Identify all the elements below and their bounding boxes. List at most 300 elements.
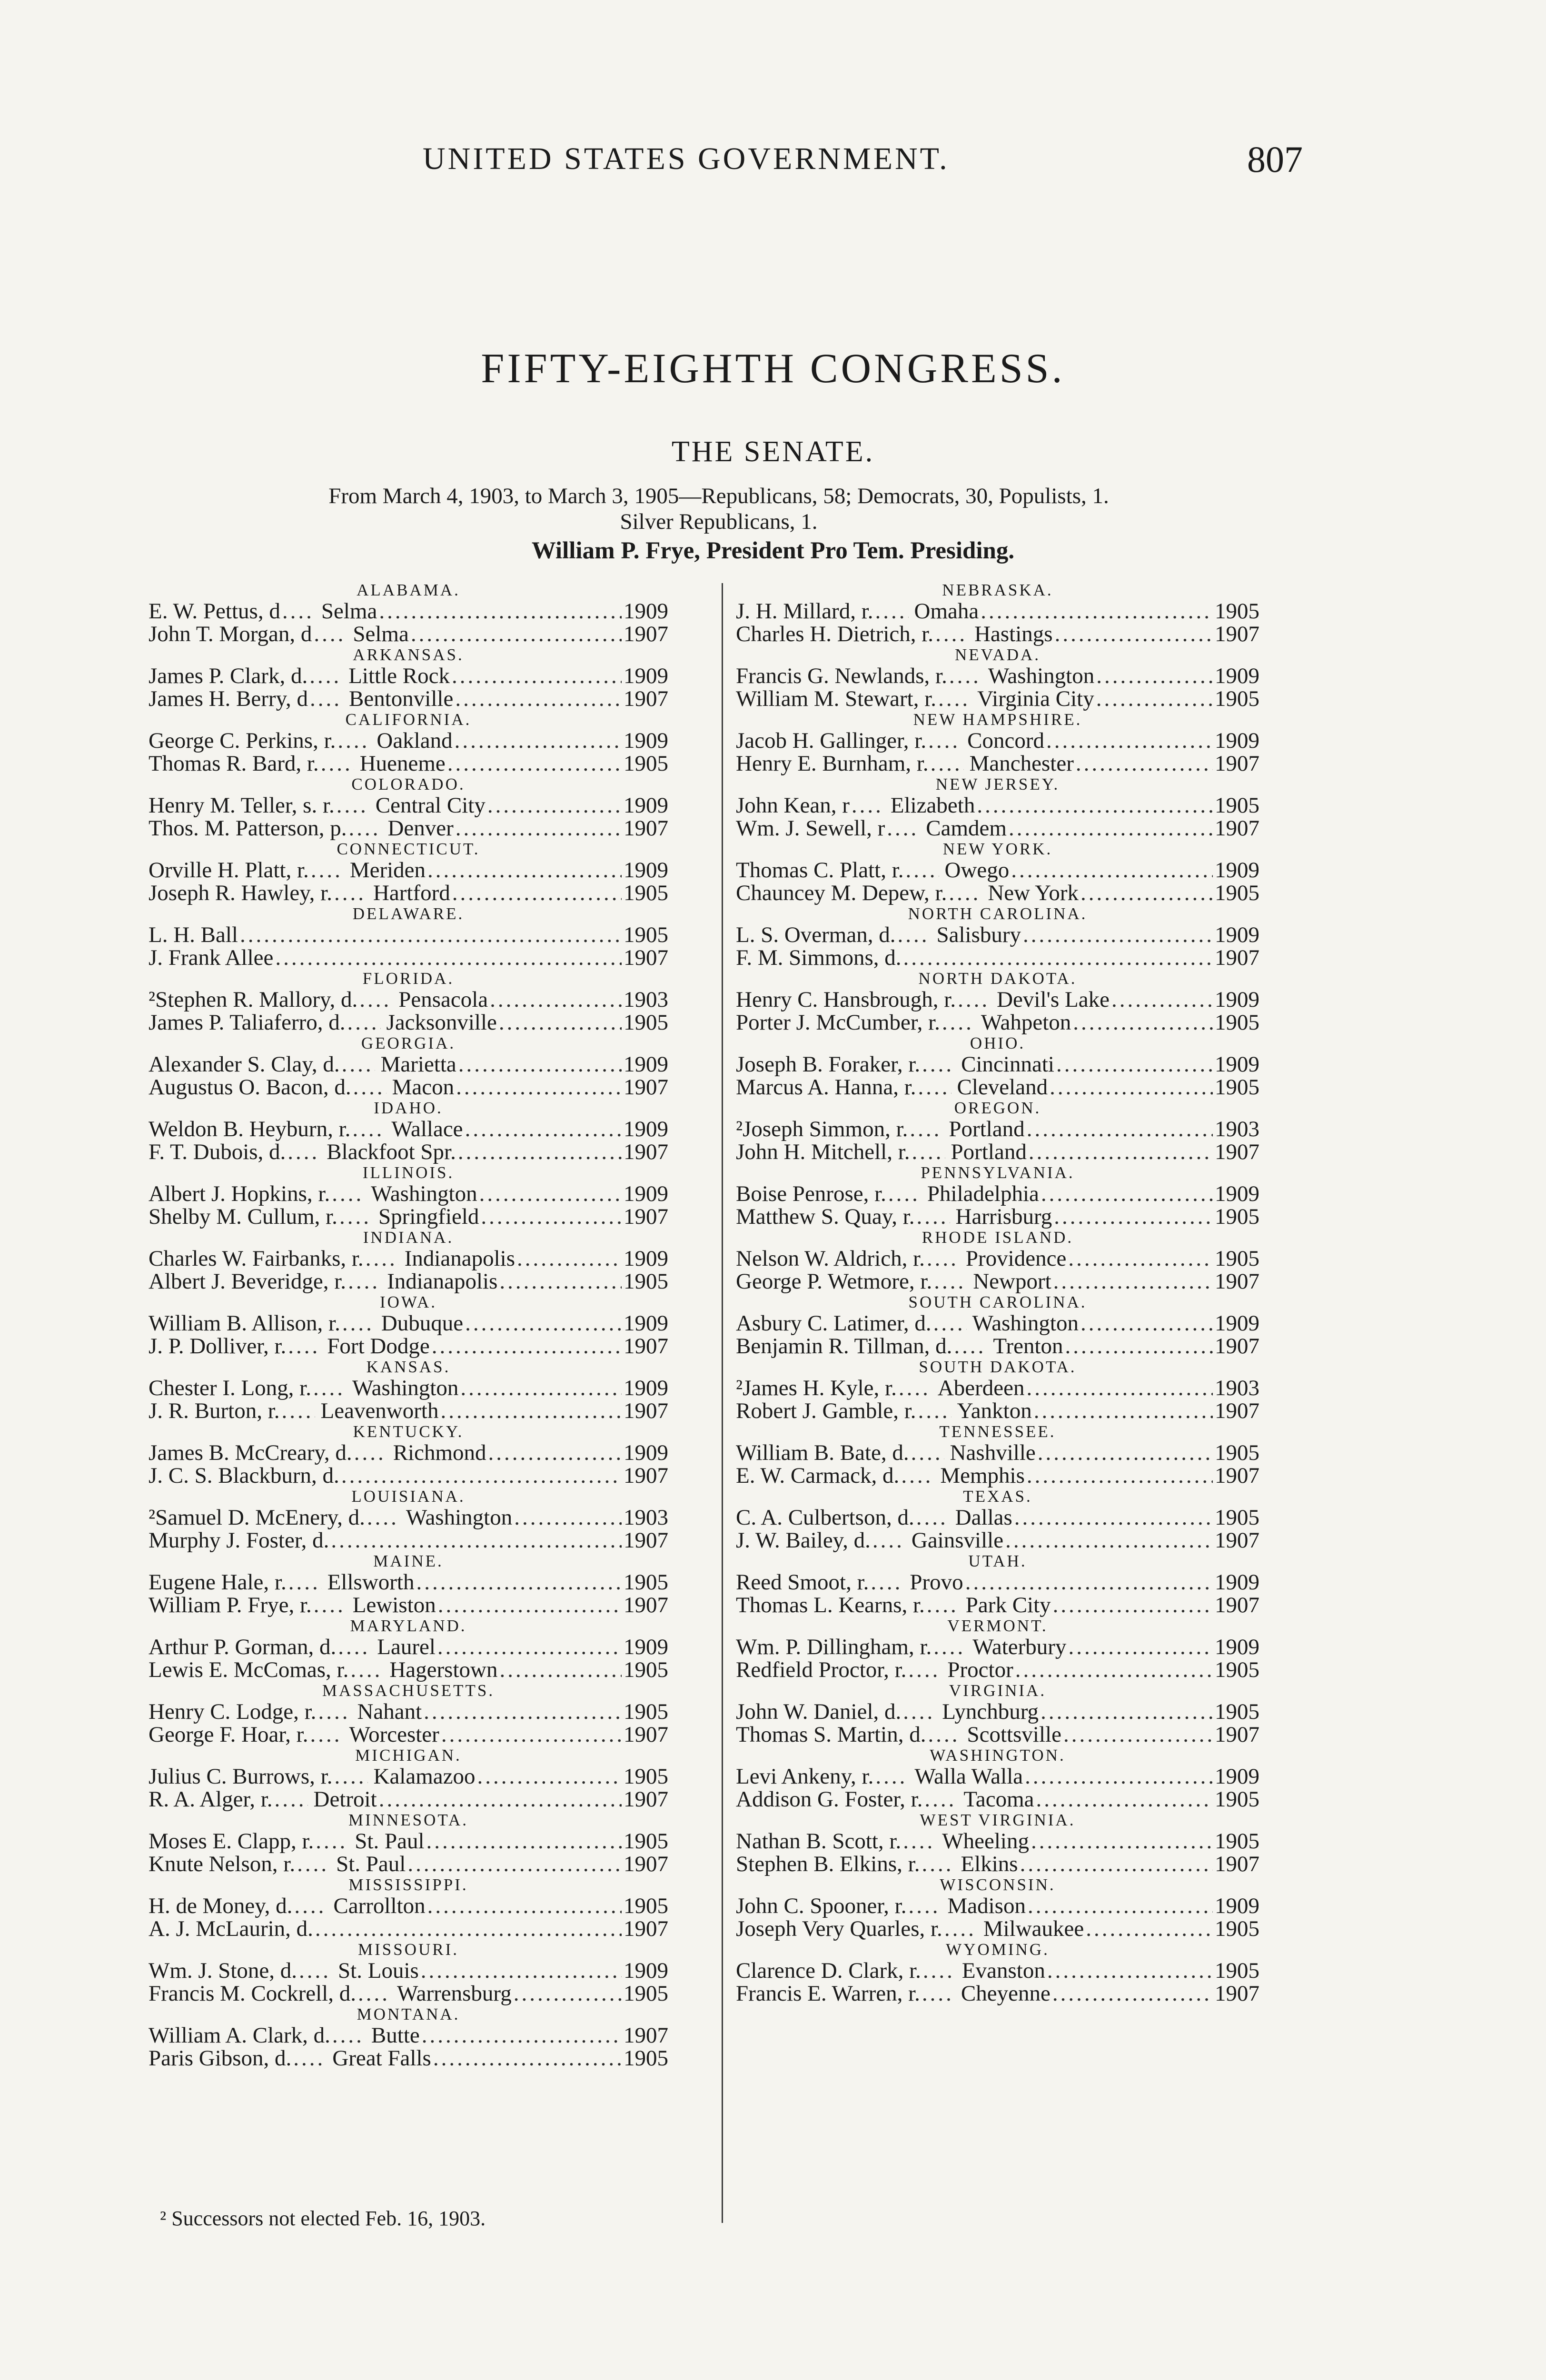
leader-dots [942, 1011, 975, 1034]
senator-row [736, 1205, 1259, 1228]
leader-dots [1052, 1982, 1213, 2005]
senator-row [736, 1506, 1259, 1529]
term-expires: 1909 [624, 1181, 668, 1206]
leader-dots [901, 1464, 934, 1487]
senator-row [736, 1658, 1259, 1681]
senator-name: Joseph B. Foraker, r. [736, 1052, 921, 1077]
leader-dots [1080, 1312, 1213, 1335]
senator-row [149, 752, 668, 775]
senator-residence: Aberdeen [937, 1376, 1025, 1400]
term-expires: 1907 [1215, 1852, 1259, 1876]
leader-dots [1041, 1700, 1213, 1723]
senator-residence: Provo [910, 1570, 963, 1595]
term-expires: 1907 [1215, 751, 1259, 776]
column-divider [722, 583, 723, 2223]
state-heading: IDAHO. [374, 1099, 443, 1117]
state-heading: NEW HAMPSHIRE. [913, 710, 1082, 729]
term-expires: 1907 [624, 1852, 668, 1876]
leader-dots [903, 946, 1213, 969]
senator-residence: Macon [392, 1075, 455, 1100]
senator-row [149, 1118, 668, 1140]
senator-name: Stephen B. Elkins, r. [736, 1852, 920, 1876]
senator-residence: Tacoma [963, 1787, 1034, 1812]
senator-residence: Dallas [955, 1505, 1012, 1530]
senator-row [149, 623, 668, 645]
leader-dots [441, 1723, 622, 1746]
senator-row [149, 988, 668, 1011]
senator-residence: Newport [973, 1269, 1051, 1294]
term-expires: 1905 [1215, 1246, 1259, 1271]
senator-residence: Butte [371, 2023, 420, 2048]
term-expires: 1907 [624, 686, 668, 711]
senator-residence: Nashville [950, 1440, 1036, 1465]
leader-dots [458, 1140, 622, 1163]
senator-name: J. P. Dolliver, r. [149, 1334, 287, 1359]
leader-dots [1111, 988, 1213, 1011]
term-expires: 1905 [624, 1570, 668, 1595]
senator-name: Reed Smoot, r. [736, 1570, 869, 1595]
intro-text [143, 483, 1295, 535]
senator-row [736, 1765, 1259, 1788]
leader-dots [477, 1765, 622, 1788]
leader-dots [433, 2047, 622, 2070]
senator-row [149, 859, 668, 882]
senator-name: Chauncey M. Depew, r. [736, 881, 947, 905]
leader-dots [1096, 664, 1213, 687]
leader-dots [339, 1205, 373, 1228]
leader-dots [315, 1917, 622, 1940]
leader-dots [923, 1959, 956, 1982]
term-expires: 1907 [1215, 622, 1259, 646]
leader-dots [928, 729, 961, 752]
leader-dots [1027, 1118, 1213, 1140]
senator-residence: St. Paul [355, 1829, 425, 1854]
senator-residence: Marietta [380, 1052, 456, 1077]
leader-dots [871, 1571, 904, 1594]
leader-dots [311, 859, 344, 882]
term-expires: 1909 [624, 1052, 668, 1077]
state-heading: ILLINOIS. [362, 1163, 455, 1182]
leader-dots [479, 1182, 622, 1205]
term-expires: 1907 [1215, 1463, 1259, 1488]
senator-residence: Hueneme [359, 751, 446, 776]
senator-row [149, 1441, 668, 1464]
leader-dots [318, 1700, 351, 1723]
senator-residence: Scottsville [967, 1722, 1061, 1747]
term-expires: 1905 [624, 881, 668, 905]
leader-dots [452, 664, 622, 687]
senator-row [736, 1399, 1259, 1422]
leader-dots [314, 623, 347, 645]
running-head: UNITED STATES GOVERNMENT. [423, 141, 950, 176]
senator-name: William A. Clark, d. [149, 2023, 330, 2048]
senator-row [149, 1377, 668, 1399]
senator-name: Boise Penrose, r. [736, 1181, 886, 1206]
senator-row [736, 1011, 1259, 1034]
senator-name: F. T. Dubois, d. [149, 1140, 286, 1164]
senator-residence: Elkins [961, 1852, 1018, 1876]
leader-dots [353, 1076, 386, 1099]
senator-row [736, 794, 1259, 817]
term-expires: 1907 [624, 1463, 668, 1488]
term-expires: 1909 [624, 664, 668, 688]
state-heading: KANSAS. [366, 1358, 451, 1376]
leader-dots [275, 946, 622, 969]
term-expires: 1907 [624, 1593, 668, 1617]
senator-row [149, 1700, 668, 1723]
leader-dots [1005, 1529, 1213, 1552]
state-heading: MISSISSIPPI. [348, 1875, 468, 1894]
senator-name: E. W. Carmack, d. [736, 1463, 900, 1488]
leader-dots [334, 882, 367, 904]
senator-row [149, 664, 668, 687]
state-heading: TENNESSEE. [939, 1422, 1056, 1441]
senator-row [149, 1506, 668, 1529]
leader-dots [337, 729, 371, 752]
footnote: ² Successors not elected Feb. 16, 1903. [160, 2207, 486, 2230]
senator-name: Albert J. Beveridge, r. [149, 1269, 347, 1294]
senator-row [149, 1658, 668, 1681]
senator-row [149, 1076, 668, 1099]
senator-name: Wm. J. Stone, d. [149, 1958, 297, 1983]
leader-dots [352, 1118, 386, 1140]
senator-row [736, 1853, 1259, 1875]
leader-dots [310, 1723, 343, 1746]
leader-dots [1065, 1335, 1213, 1358]
presiding-officer: William P. Frye, President Pro Tem. Presiding. [531, 537, 1015, 564]
senator-row [736, 1377, 1259, 1399]
senator-row [736, 923, 1259, 946]
senator-name: Shelby M. Cullum, r. [149, 1204, 337, 1229]
leader-dots [1023, 923, 1213, 946]
senator-row [149, 794, 668, 817]
term-expires: 1909 [1215, 728, 1259, 753]
term-expires: 1909 [624, 728, 668, 753]
senator-row [736, 1182, 1259, 1205]
leader-dots [1055, 623, 1213, 645]
senator-name: James B. McCreary, d. [149, 1440, 352, 1465]
senator-residence: Waterbury [972, 1635, 1067, 1659]
leader-dots [447, 752, 622, 775]
leader-dots [965, 1571, 1213, 1594]
leader-dots [514, 1982, 622, 2005]
term-expires: 1905 [624, 1699, 668, 1724]
senator-residence: Virginia City [977, 686, 1094, 711]
leader-dots [981, 600, 1213, 623]
leader-dots [313, 1377, 347, 1399]
senator-residence: Warrensburg [397, 1981, 512, 2006]
leader-dots [499, 1011, 622, 1034]
leader-dots [379, 600, 622, 623]
term-expires: 1905 [624, 2046, 668, 2071]
senator-name: Addison G. Foster, r. [736, 1787, 923, 1812]
senator-residence: Gainsville [911, 1528, 1004, 1553]
senator-row [736, 664, 1259, 687]
senator-residence: Portland [951, 1140, 1027, 1164]
senator-residence: Pensacola [398, 987, 488, 1012]
senator-residence: Milwaukee [983, 1916, 1084, 1941]
leader-dots [455, 729, 622, 752]
state-heading: WASHINGTON. [930, 1746, 1066, 1765]
leader-dots [949, 882, 982, 904]
senator-row [736, 1270, 1259, 1293]
senator-residence: Kalamazoo [373, 1764, 476, 1789]
term-expires: 1905 [624, 922, 668, 947]
senator-name: J. C. S. Blackburn, d. [149, 1463, 339, 1488]
term-expires: 1909 [1215, 1764, 1259, 1789]
term-expires: 1905 [1215, 1075, 1259, 1100]
senator-row [149, 882, 668, 904]
senator-row [149, 1594, 668, 1616]
leader-dots [1054, 1205, 1213, 1228]
senator-residence: Jacksonville [386, 1010, 497, 1035]
senator-row [736, 1076, 1259, 1099]
senator-name: L. H. Ball [149, 922, 238, 947]
senator-name: Joseph R. Hawley, r. [149, 881, 332, 905]
senator-residence: Cheyenne [961, 1981, 1050, 2006]
term-expires: 1909 [1215, 1052, 1259, 1077]
state-heading: KENTUCKY. [353, 1422, 464, 1441]
leader-dots [411, 623, 622, 645]
senator-row [149, 1853, 668, 1875]
term-expires: 1905 [1215, 1699, 1259, 1724]
term-expires: 1909 [624, 1376, 668, 1400]
leader-dots [1015, 1658, 1213, 1681]
term-expires: 1907 [1215, 945, 1259, 970]
term-expires: 1907 [1215, 1269, 1259, 1294]
senator-name: Wm. J. Sewell, r [736, 816, 885, 841]
leader-dots [427, 1894, 622, 1917]
leader-dots [922, 1053, 955, 1076]
leader-dots [460, 1377, 622, 1399]
senator-name: Orville H. Platt, r. [149, 858, 309, 883]
senator-residence: Wallace [391, 1117, 463, 1141]
senator-name: A. J. McLaurin, d. [149, 1916, 313, 1941]
leader-dots [1053, 1594, 1213, 1616]
leader-dots [1027, 1377, 1213, 1399]
senator-name: J. W. Bailey, d. [736, 1528, 871, 1553]
senator-name: Matthew S. Quay, r. [736, 1204, 915, 1229]
leader-dots [1053, 1270, 1213, 1293]
senator-residence: St. Louis [338, 1958, 419, 1983]
senator-residence: St. Paul [336, 1852, 406, 1876]
leader-dots [379, 1788, 622, 1811]
leader-dots [1047, 1959, 1213, 1982]
state-heading: SOUTH DAKOTA. [919, 1358, 1077, 1376]
leader-dots [1025, 1765, 1213, 1788]
term-expires: 1905 [1215, 599, 1259, 624]
leader-dots [321, 752, 354, 775]
senator-residence: Worcester [349, 1722, 439, 1747]
senator-residence: Owego [944, 858, 1010, 883]
leader-dots [906, 859, 939, 882]
state-heading: GEORGIA. [361, 1034, 456, 1052]
senator-residence: New York [988, 881, 1079, 905]
senator-residence: Selma [353, 622, 409, 646]
senator-row [736, 946, 1259, 969]
leader-dots [294, 1894, 327, 1917]
term-expires: 1907 [624, 622, 668, 646]
state-heading: ARKANSAS. [353, 645, 464, 664]
senator-name: Porter J. McCumber, r. [736, 1010, 940, 1035]
senator-row [736, 1959, 1259, 1982]
senator-name: ²Samuel D. McEnery, d. [149, 1505, 365, 1530]
senator-residence: Ellsworth [327, 1570, 415, 1595]
senator-residence: Elizabeth [890, 793, 975, 818]
state-heading: RHODE ISLAND. [922, 1228, 1074, 1247]
senator-row [736, 882, 1259, 904]
senator-row [736, 1636, 1259, 1658]
leader-dots [934, 1270, 967, 1293]
leader-dots [922, 1853, 955, 1875]
senator-row [736, 1917, 1259, 1940]
state-heading: NORTH CAROLINA. [908, 904, 1088, 923]
leader-dots [875, 600, 909, 623]
senator-row [149, 1270, 668, 1293]
term-expires: 1903 [624, 987, 668, 1012]
leader-dots [310, 687, 343, 710]
leader-dots [350, 1658, 384, 1681]
congress-title: FIFTY-EIGHTH CONGRESS. [481, 346, 1065, 392]
senator-residence: Hastings [974, 622, 1053, 646]
senator-row [736, 600, 1259, 623]
senator-row [149, 1982, 668, 2005]
senator-row [736, 1788, 1259, 1811]
term-expires: 1905 [624, 1010, 668, 1035]
leader-dots [297, 1853, 330, 1875]
leader-dots [1038, 1441, 1213, 1464]
senator-row [736, 1441, 1259, 1464]
leader-dots [917, 1205, 950, 1228]
senator-residence: Fort Dodge [327, 1334, 430, 1359]
leader-dots [938, 687, 971, 710]
leader-dots [908, 1658, 941, 1681]
leader-dots [918, 1399, 951, 1422]
leader-dots [1027, 1464, 1213, 1487]
leader-dots [366, 1247, 399, 1270]
term-expires: 1909 [624, 793, 668, 818]
leader-dots [456, 1076, 622, 1099]
senator-name: ²James H. Kyle, r. [736, 1376, 897, 1400]
state-heading: INDIANA. [363, 1228, 454, 1247]
senator-row [149, 1788, 668, 1811]
leader-dots [332, 1182, 365, 1205]
state-heading: FLORIDA. [362, 969, 455, 988]
senator-residence: Selma [321, 599, 377, 624]
senator-name: William B. Allison, r. [149, 1311, 340, 1336]
senator-name: John Kean, r [736, 793, 850, 818]
leader-dots [426, 1830, 622, 1853]
term-expires: 1909 [1215, 922, 1259, 947]
senator-row [149, 1335, 668, 1358]
state-heading: OHIO. [970, 1034, 1026, 1052]
senator-name: George P. Wetmore, r. [736, 1269, 932, 1294]
state-heading: MINNESOTA. [348, 1811, 469, 1829]
state-heading: CALIFORNIA. [345, 710, 472, 729]
senator-residence: Detroit [313, 1787, 377, 1812]
leader-dots [1028, 1894, 1213, 1917]
term-expires: 1905 [624, 1269, 668, 1294]
senator-residence: Carrollton [333, 1894, 426, 1918]
leader-dots [499, 1658, 622, 1681]
senator-name: J. R. Burton, r. [149, 1398, 280, 1423]
senator-row [736, 1529, 1259, 1552]
senator-residence: Richmond [393, 1440, 486, 1465]
senator-name: Marcus A. Hanna, r. [736, 1075, 916, 1100]
senator-residence: Memphis [940, 1463, 1025, 1488]
senator-row [736, 1723, 1259, 1746]
senator-name: John C. Spooner, r. [736, 1894, 907, 1918]
leader-dots [341, 1464, 622, 1487]
term-expires: 1907 [624, 816, 668, 841]
senator-residence: Camdem [926, 816, 1007, 841]
leader-dots [897, 923, 931, 946]
senator-name: Thomas S. Martin, d. [736, 1722, 926, 1747]
senator-name: Chester I. Long, r. [149, 1376, 311, 1400]
leader-dots [316, 1830, 349, 1853]
leader-dots [903, 1830, 936, 1853]
leader-dots [928, 1723, 961, 1746]
senator-residence: Wahpeton [981, 1010, 1071, 1035]
senator-row [149, 687, 668, 710]
term-expires: 1907 [1215, 1398, 1259, 1423]
senator-residence: Devil's Lake [997, 987, 1110, 1012]
state-heading: MICHIGAN. [355, 1746, 462, 1765]
senator-name: ²Joseph Simmon, r. [736, 1117, 908, 1141]
senator-row [736, 817, 1259, 840]
term-expires: 1905 [624, 1981, 668, 2006]
leader-dots [1036, 1788, 1213, 1811]
senator-name: William P. Frye, r. [149, 1593, 312, 1617]
senator-row [736, 1312, 1259, 1335]
senator-residence: Cincinnati [961, 1052, 1054, 1077]
leader-dots [288, 1335, 321, 1358]
term-expires: 1909 [624, 1958, 668, 1983]
senator-name: James P. Clark, d. [149, 664, 308, 688]
leader-dots [422, 2024, 622, 2047]
senator-residence: Park City [965, 1593, 1051, 1617]
senator-name: Arthur P. Gorman, d. [149, 1635, 337, 1659]
senator-row [149, 1529, 668, 1552]
term-expires: 1907 [624, 1140, 668, 1164]
term-expires: 1909 [1215, 1635, 1259, 1659]
state-heading: MAINE. [373, 1552, 444, 1570]
leader-dots [514, 1506, 622, 1529]
senator-name: Jacob H. Gallinger, r. [736, 728, 927, 753]
senator-residence: Evanston [961, 1958, 1045, 1983]
leader-dots [427, 859, 622, 882]
leader-dots [916, 1506, 950, 1529]
senator-residence: Central City [375, 793, 486, 818]
term-expires: 1907 [624, 1334, 668, 1359]
leader-dots [456, 817, 622, 840]
leader-dots [1086, 1917, 1213, 1940]
leader-dots [293, 2047, 327, 2070]
state-heading: PENNSYLVANIA. [921, 1163, 1075, 1182]
senator-residence: Meriden [349, 858, 426, 883]
senator-name: Lewis E. McComas, r. [149, 1657, 349, 1682]
senator-residence: Proctor [947, 1657, 1013, 1682]
term-expires: 1907 [624, 1916, 668, 1941]
leader-dots [487, 794, 622, 817]
term-expires: 1909 [624, 1440, 668, 1465]
senator-residence: Great Falls [332, 2046, 431, 2071]
leader-dots [335, 1765, 368, 1788]
leader-dots [282, 600, 316, 623]
senator-name: Knute Nelson, r. [149, 1852, 296, 1876]
leader-dots [499, 1270, 622, 1293]
leader-dots [1063, 1723, 1213, 1746]
